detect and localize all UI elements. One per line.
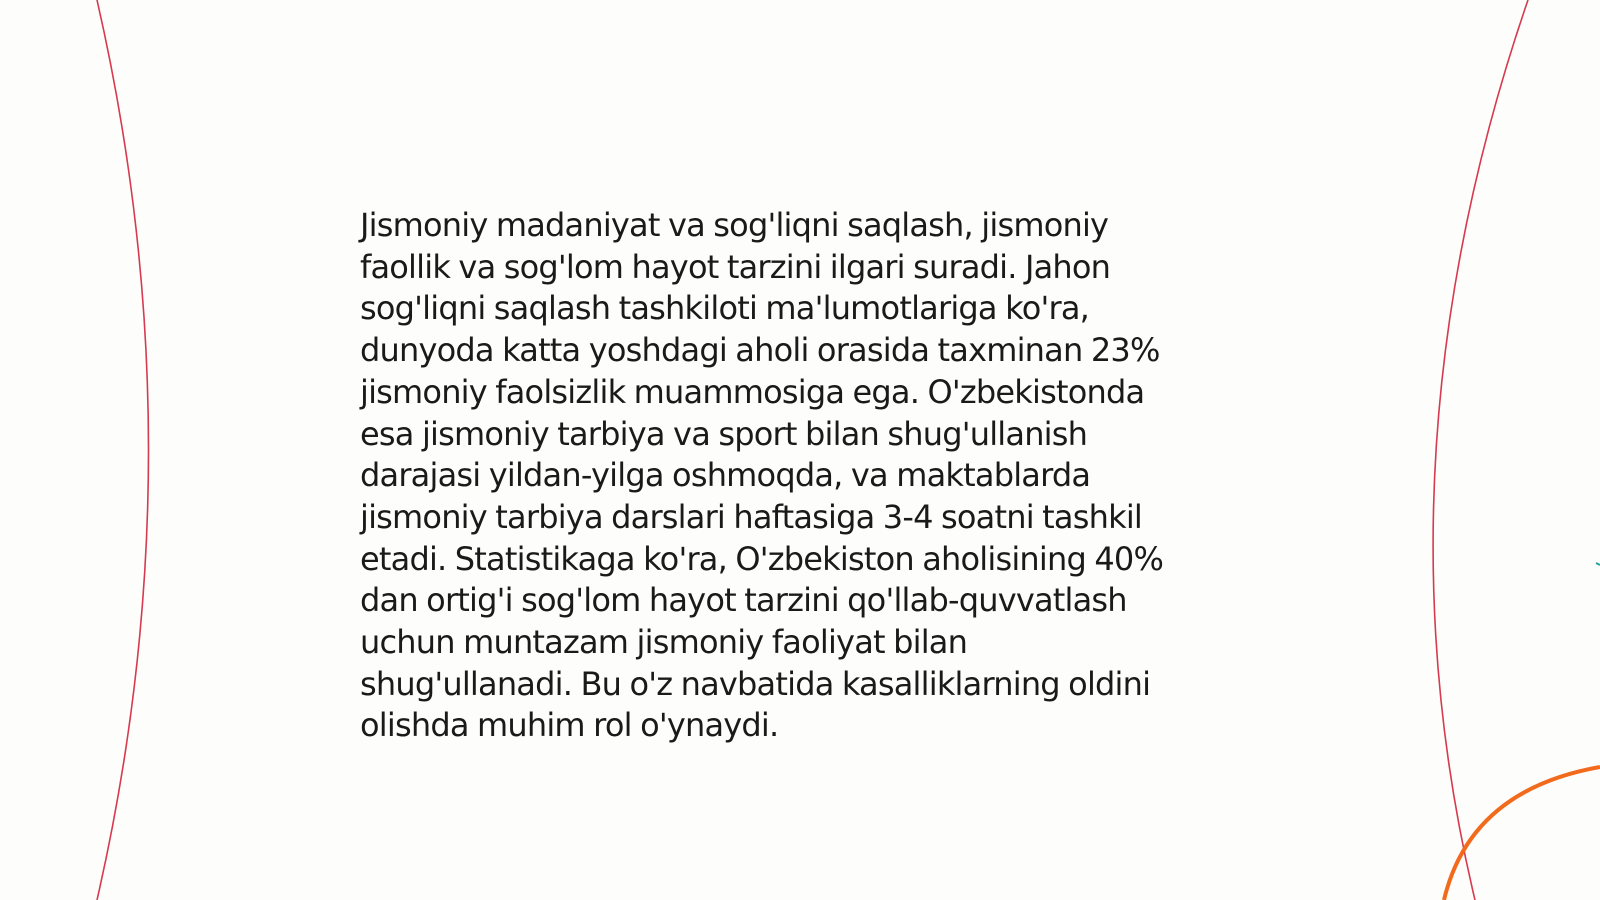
teal-accent-mark	[1596, 563, 1600, 565]
body-paragraph: Jismoniy madaniyat va sog'liqni saqlash, jismoniy faollik va sog'lom hayot tarzini ilgari suradi. Jahon sog'liqni saqlash tashkiloti ma'lumotlariga ko'ra, dunyoda katta yoshdagi aholi orasida taxminan 23% jismoniy faolsizlik muammosiga ega. O'zbekistonda esa jismoniy tarbiya va sport bilan shug'ullanish darajasi yildan-yilga oshmoqda, va maktablarda jismoniy tarbiya darslari haftasiga 3-4 soatni tashkil etadi. Statistikaga ko'ra, O'zbekiston aholisining 40% dan ortig'i sog'lom hayot tarzini qo'llab-quvvatlash uchun muntazam jismoniy faoliyat bilan shug'ullanadi. Bu o'z navbatida kasalliklarning oldini olishda muhim rol o'ynaydi.	[360, 206, 1164, 745]
right-curve-line	[1433, 0, 1528, 900]
left-curve-line	[97, 0, 149, 900]
orange-arc	[1444, 767, 1600, 900]
